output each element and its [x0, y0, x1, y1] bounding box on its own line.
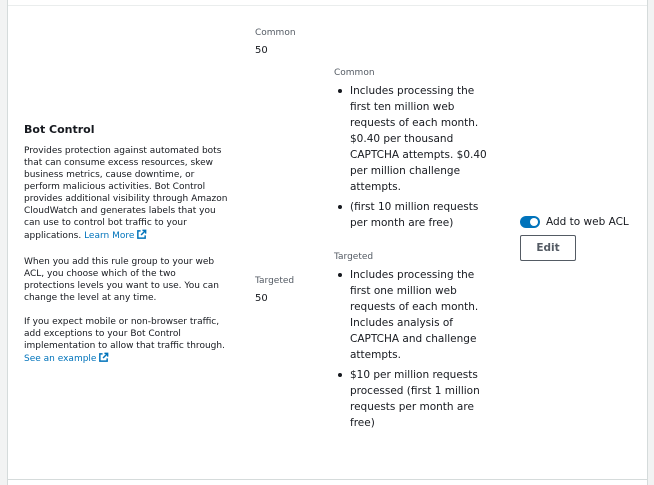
row-divider-top — [8, 5, 647, 6]
description-text-1: Provides protection against automated bots that can consume excess resources, skew business metrics, cause downtime, or perform malicious activities. Bot Control provides additional visibility through Amazon CloudWatch and generates labels that you can use to control bot traffic to your applications. — [24, 146, 228, 241]
external-link-icon — [98, 352, 109, 367]
see-example-link[interactable] — [24, 354, 109, 364]
add-to-web-acl-toggle-row — [520, 212, 645, 232]
see-example-label: See an example — [24, 354, 97, 364]
list-item: (first 10 million requests per month are free) — [350, 199, 494, 231]
learn-more-link[interactable] — [84, 231, 147, 241]
edit-button[interactable]: Edit — [520, 235, 576, 261]
description-paragraph-1 — [24, 145, 229, 244]
pricing-targeted-label: Targeted — [334, 252, 374, 262]
pricing-common-label: Common — [334, 68, 375, 78]
rule-group-actions — [520, 212, 645, 261]
add-to-web-acl-label: Add to web ACL — [546, 216, 629, 228]
rule-group-row — [7, 0, 648, 485]
pricing-common — [334, 67, 494, 235]
description-paragraph-2: When you add this rule group to your web ACL, you choose which of the two protections levels you want to use. You can change the level at any time. — [24, 257, 219, 303]
list-item: Includes processing the first one million web requests of each month. Includes analysis of CAPTCHA and challenge attempts. — [350, 267, 494, 363]
rule-group-title: Bot Control — [24, 123, 95, 136]
capacity-common-value: 50 — [255, 45, 268, 56]
description-text-3: If you expect mobile or non-browser traffic, add exceptions to your Bot Control implementation to allow that traffic through. — [24, 317, 225, 351]
external-link-icon — [136, 229, 147, 244]
description-paragraph-3 — [24, 316, 229, 367]
add-to-web-acl-toggle[interactable] — [520, 216, 540, 228]
capacity-common — [255, 27, 325, 58]
capacity-targeted-label: Targeted — [255, 276, 295, 286]
row-divider-bottom — [8, 479, 647, 480]
pricing-targeted — [334, 251, 494, 435]
capacity-common-label: Common — [255, 28, 296, 38]
capacity-targeted — [255, 275, 325, 306]
list-item: $10 per million requests processed (first 1 million requests per month are free) — [350, 367, 494, 431]
list-item: Includes processing the first ten million web requests of each month. $0.40 per thousand CAPTCHA attempts. $0.40 per million challenge attempts. — [350, 83, 494, 195]
rule-group-description — [24, 122, 229, 379]
pricing-common-list — [334, 83, 494, 231]
pricing-targeted-list — [334, 267, 494, 431]
learn-more-label: Learn More — [84, 231, 135, 241]
capacity-targeted-value: 50 — [255, 293, 268, 304]
toggle-knob — [530, 218, 538, 226]
